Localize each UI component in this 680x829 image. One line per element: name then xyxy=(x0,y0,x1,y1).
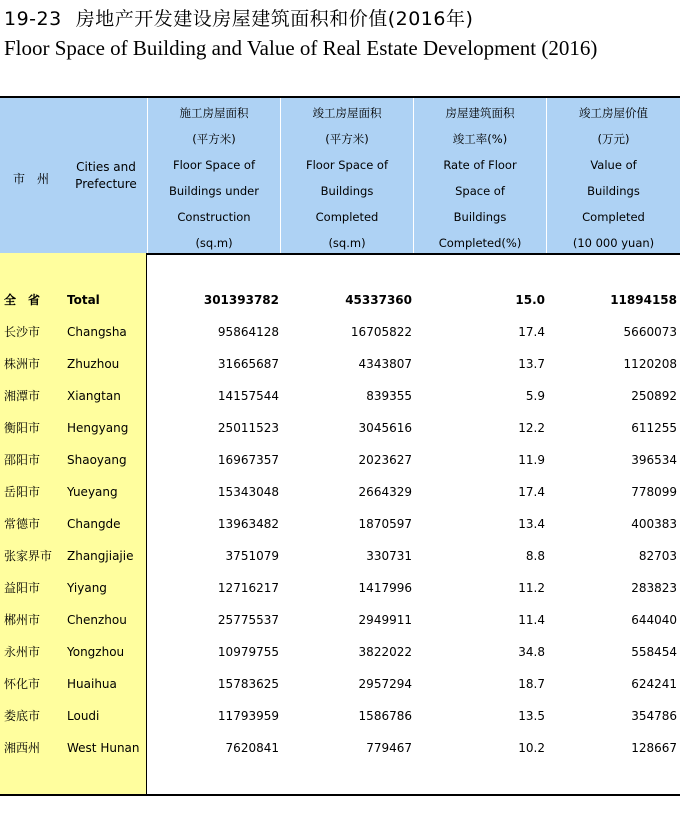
cell-completed: 45337360 xyxy=(345,293,412,307)
cell-value: 1120208 xyxy=(623,357,677,371)
cell-rate: 5.9 xyxy=(525,389,545,403)
cell-under-construction: 25011523 xyxy=(217,421,279,435)
header-city-cn: 市 州 xyxy=(13,172,50,186)
cell-city-cn: 郴州市 xyxy=(4,613,41,627)
cell-value: 11894158 xyxy=(610,293,677,307)
cell-city-cn: 常德市 xyxy=(4,517,41,531)
cell-city-cn: 岳阳市 xyxy=(4,485,41,499)
table-row xyxy=(0,732,680,764)
cell-city-cn: 张家界市 xyxy=(4,549,53,563)
cell-city-cn: 永州市 xyxy=(4,645,41,659)
header-floor-space-under-construction xyxy=(147,98,280,253)
cell-city-en: Yongzhou xyxy=(67,645,125,659)
table-row xyxy=(0,476,680,508)
cell-completed: 2949911 xyxy=(358,613,412,627)
cell-under-construction: 7620841 xyxy=(225,741,279,755)
cell-city-en: Loudi xyxy=(67,709,100,723)
cell-under-construction: 11793959 xyxy=(217,709,279,723)
cell-completed: 330731 xyxy=(366,549,412,563)
cell-completed: 839355 xyxy=(366,389,412,403)
cell-completed: 1417996 xyxy=(358,581,412,595)
cell-city-cn: 娄底市 xyxy=(4,709,41,723)
cell-value: 778099 xyxy=(631,485,677,499)
header-line: 竣工房屋价值 xyxy=(579,106,648,120)
header-completion-rate xyxy=(413,98,546,253)
cell-city-cn: 湘潭市 xyxy=(4,389,41,403)
cell-city-en: Huaihua xyxy=(67,677,117,691)
table-row xyxy=(0,444,680,476)
header-line: Completed xyxy=(315,210,379,224)
cell-completed: 3045616 xyxy=(358,421,412,435)
cell-value: 400383 xyxy=(631,517,677,531)
cell-rate: 34.8 xyxy=(518,645,545,659)
header-line: (sq.m) xyxy=(328,236,366,250)
cell-rate: 17.4 xyxy=(518,325,545,339)
header-line: Floor Space of xyxy=(172,158,256,172)
cell-completed: 2957294 xyxy=(358,677,412,691)
table-title-english: Floor Space of Building and Value of Real Estate Development (2016) xyxy=(4,36,598,60)
cell-value: 5660073 xyxy=(623,325,677,339)
cell-under-construction: 25775537 xyxy=(217,613,279,627)
cell-value: 283823 xyxy=(631,581,677,595)
cell-city-cn: 邵阳市 xyxy=(4,453,41,467)
cell-value: 644040 xyxy=(631,613,677,627)
header-line: 竣工房屋面积 xyxy=(312,106,382,120)
table-row xyxy=(0,572,680,604)
cell-city-cn: 湘西州 xyxy=(4,741,41,755)
header-line: 施工房屋面积 xyxy=(179,106,249,120)
cell-city-en: Chenzhou xyxy=(67,613,127,627)
cell-completed: 4343807 xyxy=(358,357,412,371)
header-floor-space-completed xyxy=(280,98,413,253)
header-line: Floor Space of xyxy=(305,158,389,172)
cell-city-en: Shaoyang xyxy=(67,453,127,467)
table-row xyxy=(0,316,680,348)
cell-city-cn: 株洲市 xyxy=(4,357,41,371)
cell-city-en: Changsha xyxy=(67,325,127,339)
header-city xyxy=(0,98,147,253)
header-value-completed xyxy=(546,98,680,253)
header-line: Construction xyxy=(177,210,251,224)
table-row xyxy=(0,348,680,380)
header-line: Buildings under xyxy=(169,184,259,198)
table-row-total xyxy=(0,284,680,316)
cell-completed: 3822022 xyxy=(358,645,412,659)
cell-rate: 15.0 xyxy=(515,293,545,307)
cell-under-construction: 31665687 xyxy=(217,357,279,371)
cell-value: 250892 xyxy=(631,389,677,403)
cell-under-construction: 10979755 xyxy=(217,645,279,659)
table-number: 19-23 xyxy=(4,8,62,30)
header-line: Space of xyxy=(455,184,505,198)
cell-rate: 11.2 xyxy=(518,581,545,595)
cell-city-cn: 长沙市 xyxy=(4,325,41,339)
cell-under-construction: 3751079 xyxy=(225,549,279,563)
cell-under-construction: 16967357 xyxy=(217,453,279,467)
cell-completed: 2664329 xyxy=(358,485,412,499)
table-title-chinese xyxy=(4,4,473,31)
header-line: Value of xyxy=(590,158,637,172)
cell-city-en: Total xyxy=(67,293,100,307)
cell-value: 128667 xyxy=(631,741,677,755)
cell-city-en: Hengyang xyxy=(67,421,129,435)
cell-under-construction: 95864128 xyxy=(217,325,279,339)
cell-value: 396534 xyxy=(631,453,677,467)
cell-completed: 2023627 xyxy=(358,453,412,467)
cell-completed: 1870597 xyxy=(358,517,412,531)
header-line: Completed xyxy=(582,210,645,224)
cell-under-construction: 14157544 xyxy=(217,389,279,403)
header-line: (10 000 yuan) xyxy=(572,236,655,250)
cell-under-construction: 13963482 xyxy=(217,517,279,531)
cell-city-cn: 怀化市 xyxy=(4,677,41,691)
cell-city-en: Changde xyxy=(67,517,121,531)
cell-city-en: Zhangjiajie xyxy=(67,549,134,563)
header-line: Buildings xyxy=(320,184,374,198)
header-line: Rate of Floor xyxy=(443,158,517,172)
table-row xyxy=(0,700,680,732)
cell-value: 354786 xyxy=(631,709,677,723)
cell-city-cn: 衡阳市 xyxy=(4,421,41,435)
cell-rate: 11.4 xyxy=(518,613,545,627)
table-row xyxy=(0,604,680,636)
header-line: Buildings xyxy=(453,210,507,224)
cell-city-en: Yiyang xyxy=(67,581,107,595)
table-row xyxy=(0,540,680,572)
cell-rate: 12.2 xyxy=(518,421,545,435)
cell-rate: 8.8 xyxy=(525,549,545,563)
table-row xyxy=(0,668,680,700)
header-line: (sq.m) xyxy=(195,236,233,250)
table-row xyxy=(0,412,680,444)
header-line: 竣工率(%) xyxy=(452,132,508,146)
table-header xyxy=(0,96,680,255)
cell-rate: 11.9 xyxy=(518,453,545,467)
cell-completed: 16705822 xyxy=(350,325,412,339)
cell-value: 611255 xyxy=(631,421,677,435)
cell-rate: 13.5 xyxy=(518,709,545,723)
header-line: (平方米) xyxy=(192,132,236,146)
table-body xyxy=(0,253,680,796)
header-city-en: Cities and Prefecture xyxy=(75,160,137,191)
cell-city-en: Xiangtan xyxy=(67,389,121,403)
cell-rate: 10.2 xyxy=(518,741,545,755)
header-line: (万元) xyxy=(597,132,630,146)
cell-city-en: Zhuzhou xyxy=(67,357,120,371)
table-row xyxy=(0,636,680,668)
title-chinese-text: 房地产开发建设房屋建筑面积和价值(2016年) xyxy=(75,8,474,30)
cell-completed: 1586786 xyxy=(358,709,412,723)
table-row xyxy=(0,508,680,540)
cell-value: 82703 xyxy=(638,549,677,563)
cell-completed: 779467 xyxy=(366,741,412,755)
header-line: Buildings xyxy=(587,184,640,198)
cell-under-construction: 15343048 xyxy=(217,485,279,499)
cell-rate: 18.7 xyxy=(518,677,545,691)
header-line: (平方米) xyxy=(325,132,369,146)
cell-city-cn: 全 省 xyxy=(4,293,41,307)
table-row xyxy=(0,380,680,412)
cell-under-construction: 12716217 xyxy=(217,581,279,595)
cell-value: 624241 xyxy=(631,677,677,691)
cell-city-cn: 益阳市 xyxy=(4,581,41,595)
cell-rate: 17.4 xyxy=(518,485,545,499)
cell-under-construction: 15783625 xyxy=(217,677,279,691)
cell-rate: 13.4 xyxy=(518,517,545,531)
cell-city-en: Yueyang xyxy=(67,485,118,499)
header-line: 房屋建筑面积 xyxy=(445,106,515,120)
cell-rate: 13.7 xyxy=(518,357,545,371)
header-line: Completed(%) xyxy=(438,236,522,250)
cell-under-construction: 301393782 xyxy=(203,293,279,307)
cell-city-en: West Hunan xyxy=(67,741,140,755)
cell-value: 558454 xyxy=(631,645,677,659)
